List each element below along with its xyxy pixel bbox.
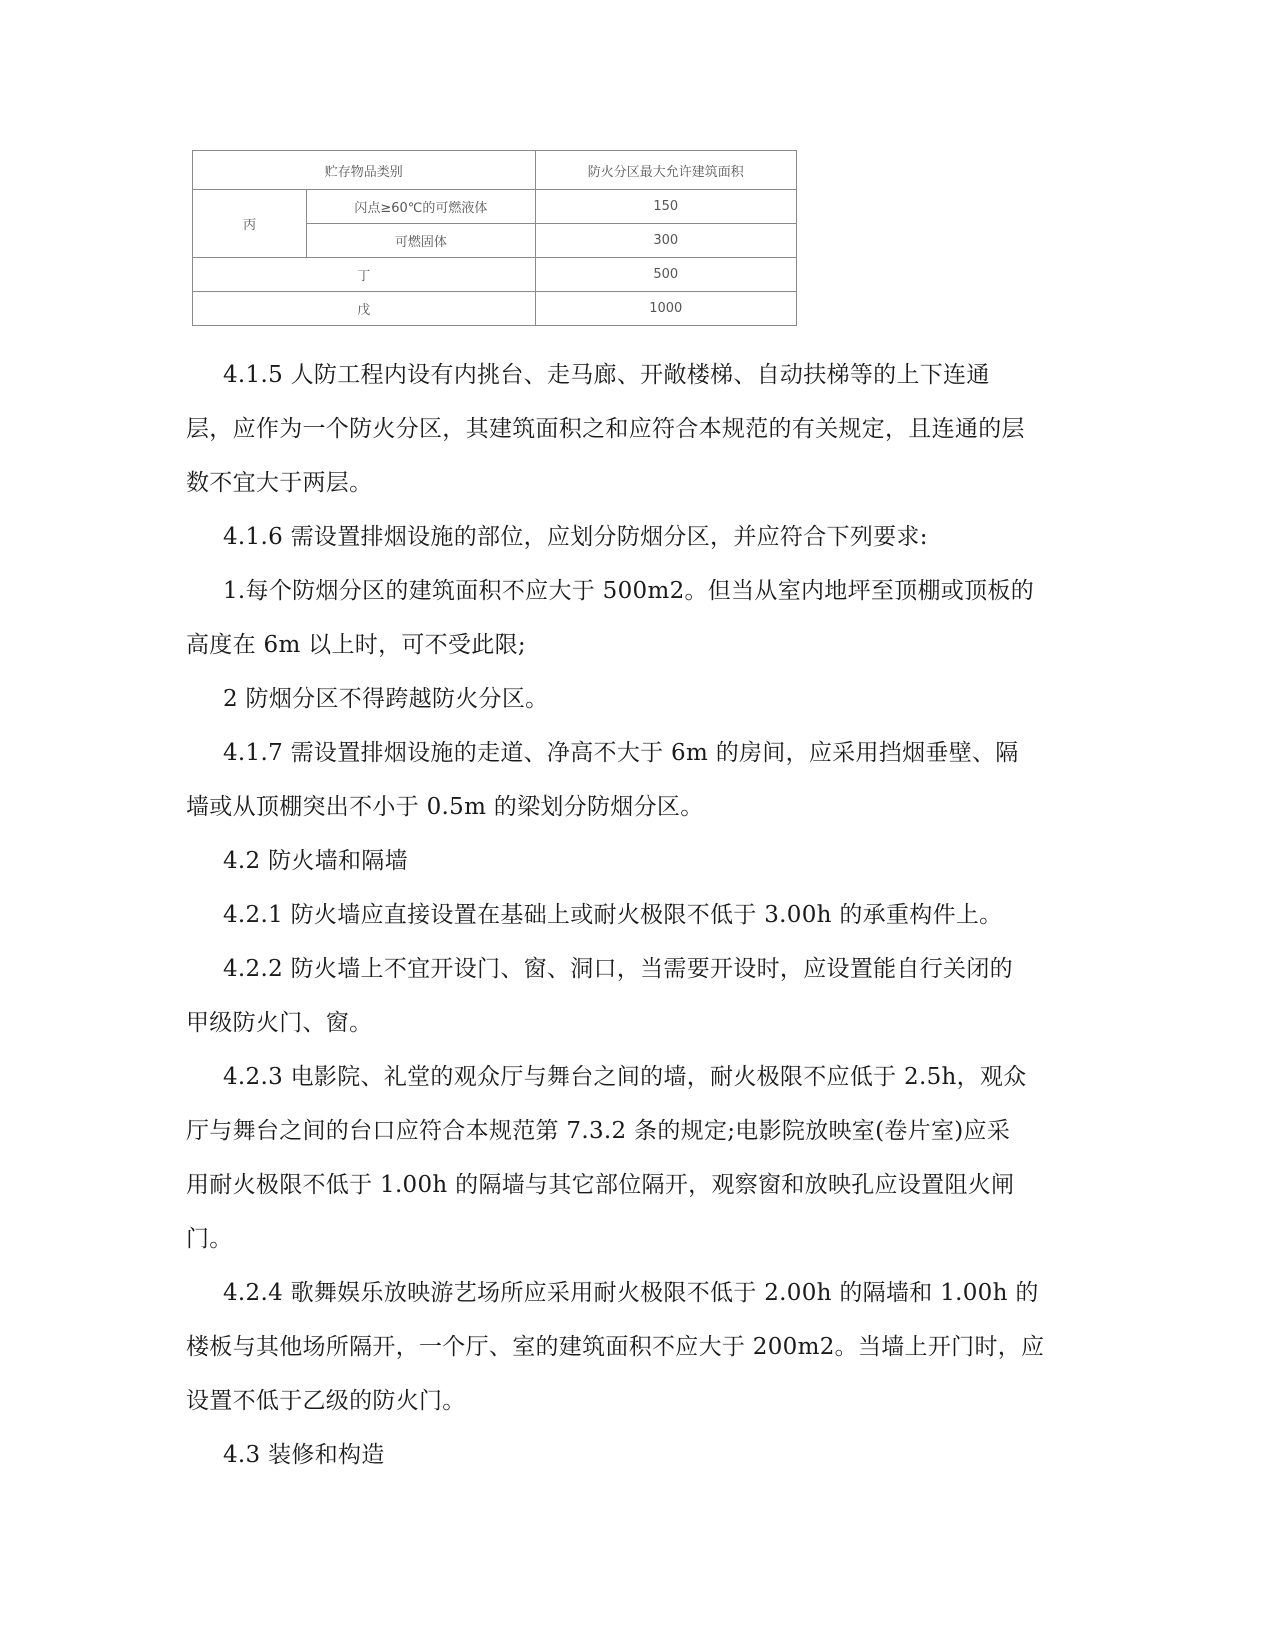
sub-category-cell: 可燃固体 — [307, 224, 535, 258]
class-ding-cell: 丁 — [193, 258, 536, 292]
area-value-cell: 500 — [535, 258, 796, 292]
clause-4-2-3: 4.2.3 电影院、礼堂的观众厅与舞台之间的墙，耐火极限不应低于 2.5h，观众 — [223, 1064, 1027, 1090]
clause-4-2-4: 4.2.4 歌舞娱乐放映游艺场所应采用耐火极限不低于 2.00h 的隔墙和 1.00h 的 — [223, 1280, 1039, 1306]
area-value-cell: 300 — [535, 224, 796, 258]
text-line: 用耐火极限不低于 1.00h 的隔墙与其它部位隔开，观察窗和放映孔应设置阻火闸 — [186, 1172, 1015, 1198]
clause-4-1-7: 4.1.7 需设置排烟设施的走道、净高不大于 6m 的房间，应采用挡烟垂壁、隔 — [223, 740, 1019, 766]
header-area: 防火分区最大允许建筑面积 — [535, 151, 796, 190]
header-category: 贮存物品类别 — [193, 151, 536, 190]
section-heading-4-3: 4.3 装修和构造 — [223, 1442, 385, 1468]
table-row — [193, 190, 797, 224]
table-row — [193, 258, 797, 292]
text-line: 高度在 6m 以上时，可不受此限; — [186, 632, 526, 658]
text-line: 层，应作为一个防火分区，其建筑面积之和应符合本规范的有关规定，且连通的层 — [186, 416, 1025, 442]
sub-category-cell: 闪点≥60℃的可燃液体 — [307, 190, 535, 224]
section-heading-4-2: 4.2 防火墙和隔墙 — [223, 848, 408, 874]
class-wu-cell: 戊 — [193, 292, 536, 326]
list-item-2: 2 防烟分区不得跨越防火分区。 — [223, 686, 549, 712]
text-line: 厅与舞台之间的台口应符合本规范第 7.3.2 条的规定;电影院放映室(卷片室)应采 — [186, 1118, 1011, 1144]
clause-4-1-6: 4.1.6 需设置排烟设施的部位，应划分防烟分区，并应符合下列要求: — [223, 524, 928, 550]
text-line: 楼板与其他场所隔开，一个厅、室的建筑面积不应大于 200m2。当墙上开门时，应 — [186, 1334, 1045, 1360]
text-line: 设置不低于乙级的防火门。 — [186, 1388, 466, 1414]
table-row — [193, 292, 797, 326]
table — [192, 150, 797, 326]
storage-area-table — [192, 150, 797, 326]
text-line: 数不宜大于两层。 — [186, 470, 373, 496]
clause-4-2-2: 4.2.2 防火墙上不宜开设门、窗、洞口，当需要开设时，应设置能自行关闭的 — [223, 956, 1013, 982]
area-value-cell: 150 — [535, 190, 796, 224]
table-header-row — [193, 151, 797, 190]
clause-4-1-5: 4.1.5 人防工程内设有内挑台、走马廊、开敞楼梯、自动扶梯等的上下连通 — [223, 362, 990, 388]
text-line: 墙或从顶棚突出不小于 0.5m 的梁划分防烟分区。 — [186, 794, 704, 820]
clause-4-2-1: 4.2.1 防火墙应直接设置在基础上或耐火极限不低于 3.00h 的承重构件上。 — [223, 902, 1003, 928]
area-value-cell: 1000 — [535, 292, 796, 326]
body-text — [186, 348, 1081, 1482]
list-item-1: 1.每个防烟分区的建筑面积不应大于 500m2。但当从室内地坪至顶棚或顶板的 — [223, 578, 1034, 604]
text-line: 门。 — [186, 1226, 233, 1252]
class-bing-cell: 丙 — [193, 190, 307, 258]
text-line: 甲级防火门、窗。 — [186, 1010, 373, 1036]
